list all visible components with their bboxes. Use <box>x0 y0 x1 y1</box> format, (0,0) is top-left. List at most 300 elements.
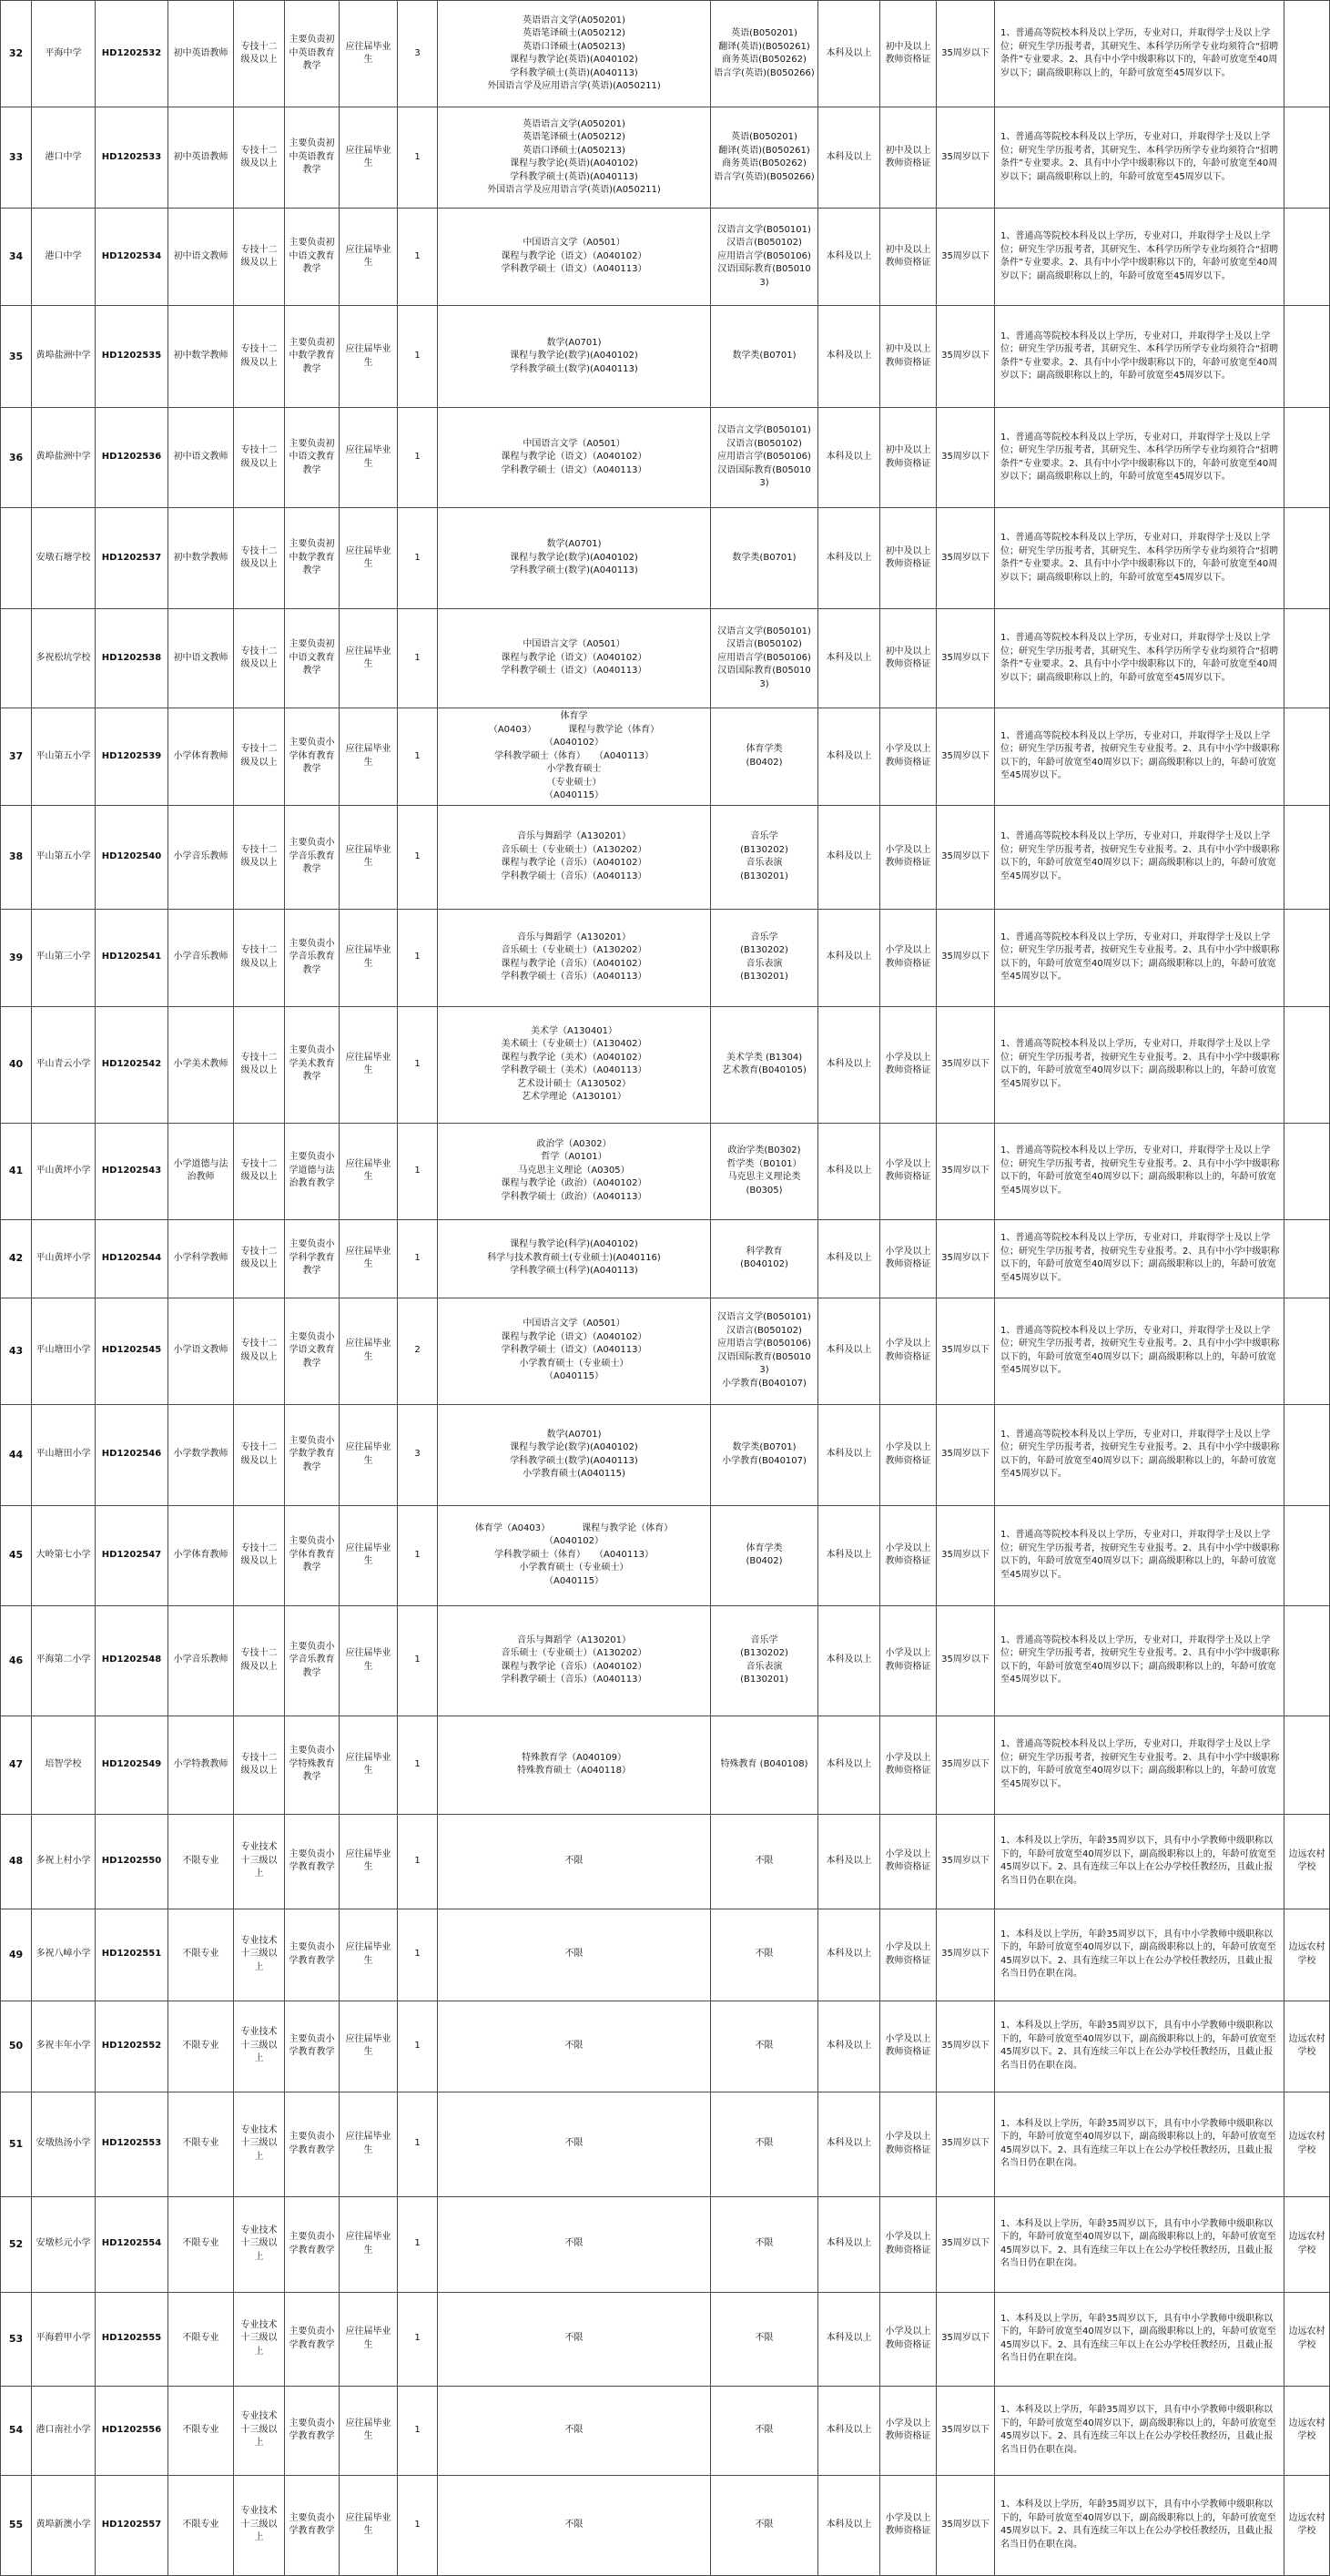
table-row <box>1 1219 1330 1298</box>
school-name-cell: 多祝丰年小学 <box>32 2001 96 2092</box>
education-level-cell: 本科及以上 <box>818 1505 880 1605</box>
post-duty-cell: 主要负责小学音乐教育教学 <box>285 805 340 909</box>
post-grade-cell: 专技十二级及以上 <box>234 107 285 209</box>
post-grade-cell: 专技十二级及以上 <box>234 1123 285 1219</box>
target-group-cell: 应往届毕业生 <box>340 2386 398 2475</box>
hire-count-cell: 1 <box>398 408 438 508</box>
target-group-cell: 应往届毕业生 <box>340 909 398 1006</box>
remark-cell: 边远农村学校 <box>1284 2001 1330 2092</box>
other-requirements-cell: 1、本科及以上学历，年龄35周岁以下，具有中小学教师中级职称以下的，年龄可放宽至40周岁以下，副高级职称以上的，年龄可放宽至45周岁以下。2、具有连续三年以上在公办学校任教经历，且截止报名当日仍在职在岗。 <box>995 2475 1284 2575</box>
other-requirements-cell: 1、本科及以上学历，年龄35周岁以下，具有中小学教师中级职称以下的，年龄可放宽至40周岁以下，副高级职称以上的，年龄可放宽至45周岁以下。2、具有连续三年以上在公办学校任教经历，且截止报名当日仍在职在岗。 <box>995 2292 1284 2386</box>
hire-count-cell: 3 <box>398 1404 438 1505</box>
post-duty-cell: 主要负责小学特殊教育教学 <box>285 1716 340 1814</box>
row-number-cell: 37 <box>1 708 32 806</box>
row-number-cell: 35 <box>1 306 32 408</box>
post-name-cell: 小学音乐教师 <box>168 805 234 909</box>
undergraduate-major-cell: 汉语言文学(B050101) 汉语言(B050102) 应用语言学(B050106) 汉语国际教育(B050103) <box>711 408 818 508</box>
education-level-cell: 本科及以上 <box>818 2092 880 2196</box>
hire-count-cell: 1 <box>398 1505 438 1605</box>
graduate-major-cell: 英语语言文学(A050201) 英语笔译硕士(A050212) 英语口译硕士(A050213) 课程与教学论(英语)(A040102) 学科教学硕士(英语)(A040113) 外国语言学及应用语言学(英语)(A050211) <box>438 107 711 209</box>
school-name-cell: 安墩热汤小学 <box>32 2092 96 2196</box>
undergraduate-major-cell: 不限 <box>711 2292 818 2386</box>
remark-cell <box>1284 1716 1330 1814</box>
graduate-major-cell: 中国语言文学（A0501） 课程与教学论（语文）（A040102） 学科教学硕士（语文）（A040113） 小学教育硕士（专业硕士） （A040115） <box>438 1298 711 1404</box>
graduate-major-cell: 数学(A0701) 课程与教学论(数学)(A040102) 学科教学硕士(数学)(A040113) <box>438 508 711 609</box>
other-requirements-cell: 1、普通高等院校本科及以上学历，专业对口，并取得学士及以上学位；研究生学历报考者，按研究生专业报考。2、具有中小学中级职称以下的，年龄可放宽至40周岁以下；副高级职称以上的，年龄可放宽至45周岁以下。 <box>995 1123 1284 1219</box>
education-level-cell: 本科及以上 <box>818 2475 880 2575</box>
post-name-cell: 初中英语教师 <box>168 1 234 107</box>
education-level-cell: 本科及以上 <box>818 1298 880 1404</box>
undergraduate-major-cell: 特殊教育 (B040108) <box>711 1716 818 1814</box>
post-duty-cell: 主要负责初中数学教育教学 <box>285 508 340 609</box>
post-name-cell: 不限专业 <box>168 1909 234 2001</box>
remark-cell <box>1284 708 1330 806</box>
school-name-cell: 港口中学 <box>32 107 96 209</box>
row-number-cell: 43 <box>1 1298 32 1404</box>
post-duty-cell: 主要负责初中英语教育教学 <box>285 107 340 209</box>
table-row <box>1 2386 1330 2475</box>
undergraduate-major-cell: 英语(B050201) 翻译(英语)(B050261) 商务英语(B050262) 语言学(英语)(B050266) <box>711 107 818 209</box>
age-limit-cell: 35周岁以下 <box>937 1909 995 2001</box>
age-limit-cell: 35周岁以下 <box>937 1219 995 1298</box>
hire-count-cell: 1 <box>398 2196 438 2292</box>
row-number-cell <box>1 508 32 609</box>
post-grade-cell: 专技十二级及以上 <box>234 209 285 306</box>
teacher-certificate-cell: 小学及以上教师资格证 <box>880 2292 937 2386</box>
school-name-cell: 安墩石塘学校 <box>32 508 96 609</box>
post-name-cell: 初中英语教师 <box>168 107 234 209</box>
table-row <box>1 2292 1330 2386</box>
table-body <box>1 1 1330 2576</box>
remark-cell <box>1284 805 1330 909</box>
post-grade-cell: 专技十二级及以上 <box>234 1 285 107</box>
hire-count-cell: 2 <box>398 1298 438 1404</box>
target-group-cell: 应往届毕业生 <box>340 1298 398 1404</box>
age-limit-cell: 35周岁以下 <box>937 408 995 508</box>
graduate-major-cell: 英语语言文学(A050201) 英语笔译硕士(A050212) 英语口译硕士(A050213) 课程与教学论(英语)(A040102) 学科教学硕士(英语)(A040113) 外国语言学及应用语言学(英语)(A050211) <box>438 1 711 107</box>
school-name-cell: 平山塘田小学 <box>32 1298 96 1404</box>
teacher-certificate-cell: 小学及以上教师资格证 <box>880 1814 937 1909</box>
row-number-cell: 49 <box>1 1909 32 2001</box>
school-name-cell: 黄埠新澳小学 <box>32 2475 96 2575</box>
school-name-cell: 多祝松坑学校 <box>32 609 96 708</box>
post-grade-cell: 专技十二级及以上 <box>234 609 285 708</box>
other-requirements-cell: 1、普通高等院校本科及以上学历，专业对口，并取得学士及以上学位；研究生学历报考者，其研究生、本科学历所学专业均须符合“招聘条件”专业要求。2、具有中小学中级职称以下的，年龄可放宽至40周岁以下；副高级职称以上的，年龄可放宽至45周岁以下。 <box>995 408 1284 508</box>
post-duty-cell: 主要负责小学道德与法治教育教学 <box>285 1123 340 1219</box>
target-group-cell: 应往届毕业生 <box>340 805 398 909</box>
teacher-certificate-cell: 小学及以上教师资格证 <box>880 805 937 909</box>
undergraduate-major-cell: 科学教育 (B040102) <box>711 1219 818 1298</box>
post-duty-cell: 主要负责小学科学教育教学 <box>285 1219 340 1298</box>
other-requirements-cell: 1、本科及以上学历，年龄35周岁以下，具有中小学教师中级职称以下的，年龄可放宽至40周岁以下，副高级职称以上的，年龄可放宽至45周岁以下。2、具有连续三年以上在公办学校任教经历，且截止报名当日仍在职在岗。 <box>995 2001 1284 2092</box>
remark-cell: 边远农村学校 <box>1284 1909 1330 2001</box>
post-grade-cell: 专技十二级及以上 <box>234 1404 285 1505</box>
hire-count-cell: 1 <box>398 609 438 708</box>
row-number-cell: 47 <box>1 1716 32 1814</box>
target-group-cell: 应往届毕业生 <box>340 1716 398 1814</box>
age-limit-cell: 35周岁以下 <box>937 1404 995 1505</box>
post-code-cell: HD1202532 <box>96 1 168 107</box>
graduate-major-cell: 不限 <box>438 2292 711 2386</box>
post-code-cell: HD1202548 <box>96 1605 168 1716</box>
post-duty-cell: 主要负责小学音乐教育教学 <box>285 1605 340 1716</box>
hire-count-cell: 1 <box>398 1006 438 1123</box>
post-name-cell: 小学科学教师 <box>168 1219 234 1298</box>
undergraduate-major-cell: 数学类(B0701) <box>711 508 818 609</box>
target-group-cell: 应往届毕业生 <box>340 2292 398 2386</box>
school-name-cell: 黄埠盐洲中学 <box>32 306 96 408</box>
table-row <box>1 1298 1330 1404</box>
graduate-major-cell: 音乐与舞蹈学（A130201） 音乐硕士（专业硕士）（A130202） 课程与教学论（音乐）（A040102） 学科教学硕士（音乐）（A040113） <box>438 805 711 909</box>
post-name-cell: 小学数学教师 <box>168 1404 234 1505</box>
hire-count-cell: 1 <box>398 708 438 806</box>
post-duty-cell: 主要负责小学美术教育教学 <box>285 1006 340 1123</box>
age-limit-cell: 35周岁以下 <box>937 2386 995 2475</box>
school-name-cell: 黄埠盐洲中学 <box>32 408 96 508</box>
row-number-cell: 36 <box>1 408 32 508</box>
education-level-cell: 本科及以上 <box>818 306 880 408</box>
remark-cell: 边远农村学校 <box>1284 2386 1330 2475</box>
target-group-cell: 应往届毕业生 <box>340 1006 398 1123</box>
remark-cell: 边远农村学校 <box>1284 2475 1330 2575</box>
row-number-cell: 51 <box>1 2092 32 2196</box>
post-name-cell: 不限专业 <box>168 2292 234 2386</box>
age-limit-cell: 35周岁以下 <box>937 1006 995 1123</box>
other-requirements-cell: 1、普通高等院校本科及以上学历，专业对口，并取得学士及以上学位；研究生学历报考者，按研究生专业报考。2、具有中小学中级职称以下的，年龄可放宽至40周岁以下；副高级职称以上的，年龄可放宽至45周岁以下。 <box>995 1716 1284 1814</box>
post-grade-cell: 专技十二级及以上 <box>234 1298 285 1404</box>
table-row <box>1 306 1330 408</box>
education-level-cell: 本科及以上 <box>818 1006 880 1123</box>
graduate-major-cell: 数学(A0701) 课程与教学论(数学)(A040102) 学科教学硕士(数学)(A040113) <box>438 306 711 408</box>
education-level-cell: 本科及以上 <box>818 609 880 708</box>
hire-count-cell: 1 <box>398 1909 438 2001</box>
target-group-cell: 应往届毕业生 <box>340 107 398 209</box>
education-level-cell: 本科及以上 <box>818 1219 880 1298</box>
post-grade-cell: 专技十二级及以上 <box>234 508 285 609</box>
undergraduate-major-cell: 音乐学 (B130202) 音乐表演 (B130201) <box>711 1605 818 1716</box>
post-duty-cell: 主要负责小学音乐教育教学 <box>285 909 340 1006</box>
graduate-major-cell: 不限 <box>438 1909 711 2001</box>
graduate-major-cell: 体育学 （A0403） 课程与教学论（体育） （A040102） 学科教学硕士（体育） （A040113） 小学教育硕士 （专业硕士） （A040115） <box>438 708 711 806</box>
education-level-cell: 本科及以上 <box>818 2001 880 2092</box>
other-requirements-cell: 1、普通高等院校本科及以上学历，专业对口，并取得学士及以上学位；研究生学历报考者，按研究生专业报考。2、具有中小学中级职称以下的，年龄可放宽至40周岁以下；副高级职称以上的，年龄可放宽至45周岁以下。 <box>995 708 1284 806</box>
row-number-cell: 32 <box>1 1 32 107</box>
school-name-cell: 大岭第七小学 <box>32 1505 96 1605</box>
undergraduate-major-cell: 音乐学 (B130202) 音乐表演 (B130201) <box>711 909 818 1006</box>
other-requirements-cell: 1、普通高等院校本科及以上学历，专业对口，并取得学士及以上学位；研究生学历报考者，按研究生专业报考。2、具有中小学中级职称以下的，年龄可放宽至40周岁以下；副高级职称以上的，年龄可放宽至45周岁以下。 <box>995 1298 1284 1404</box>
school-name-cell: 多祝八嶂小学 <box>32 1909 96 2001</box>
post-name-cell: 初中数学教师 <box>168 306 234 408</box>
row-number-cell: 38 <box>1 805 32 909</box>
row-number-cell: 54 <box>1 2386 32 2475</box>
post-code-cell: HD1202534 <box>96 209 168 306</box>
school-name-cell: 多祝上村小学 <box>32 1814 96 1909</box>
post-name-cell: 小学音乐教师 <box>168 1605 234 1716</box>
remark-cell <box>1284 1298 1330 1404</box>
undergraduate-major-cell: 不限 <box>711 1909 818 2001</box>
hire-count-cell: 1 <box>398 1814 438 1909</box>
post-code-cell: HD1202542 <box>96 1006 168 1123</box>
school-name-cell: 平山第五小学 <box>32 805 96 909</box>
education-level-cell: 本科及以上 <box>818 1 880 107</box>
row-number-cell: 34 <box>1 209 32 306</box>
undergraduate-major-cell: 不限 <box>711 2386 818 2475</box>
school-name-cell: 平山第三小学 <box>32 909 96 1006</box>
age-limit-cell: 35周岁以下 <box>937 2292 995 2386</box>
teacher-certificate-cell: 小学及以上教师资格证 <box>880 1006 937 1123</box>
remark-cell <box>1284 1605 1330 1716</box>
target-group-cell: 应往届毕业生 <box>340 408 398 508</box>
undergraduate-major-cell: 政治学类(B0302) 哲学类（B0101） 马克思主义理论类 (B0305) <box>711 1123 818 1219</box>
remark-cell <box>1284 408 1330 508</box>
hire-count-cell: 1 <box>398 2001 438 2092</box>
table-row <box>1 1006 1330 1123</box>
hire-count-cell: 1 <box>398 2386 438 2475</box>
table-row <box>1 1404 1330 1505</box>
education-level-cell: 本科及以上 <box>818 1909 880 2001</box>
teacher-certificate-cell: 小学及以上教师资格证 <box>880 2001 937 2092</box>
post-grade-cell: 专业技术十三级以上 <box>234 1909 285 2001</box>
row-number-cell: 53 <box>1 2292 32 2386</box>
post-name-cell: 初中数学教师 <box>168 508 234 609</box>
school-name-cell: 港口中学 <box>32 209 96 306</box>
post-duty-cell: 主要负责初中语文教育教学 <box>285 609 340 708</box>
post-code-cell: HD1202545 <box>96 1298 168 1404</box>
other-requirements-cell: 1、本科及以上学历，年龄35周岁以下，具有中小学教师中级职称以下的，年龄可放宽至40周岁以下，副高级职称以上的，年龄可放宽至45周岁以下。2、具有连续三年以上在公办学校任教经历，且截止报名当日仍在职在岗。 <box>995 2386 1284 2475</box>
post-code-cell: HD1202543 <box>96 1123 168 1219</box>
hire-count-cell: 3 <box>398 1 438 107</box>
post-name-cell: 初中语文教师 <box>168 209 234 306</box>
school-name-cell: 平山塘田小学 <box>32 1404 96 1505</box>
table-row <box>1 2092 1330 2196</box>
post-code-cell: HD1202546 <box>96 1404 168 1505</box>
row-number-cell: 44 <box>1 1404 32 1505</box>
post-duty-cell: 主要负责小学体育教育教学 <box>285 708 340 806</box>
other-requirements-cell: 1、普通高等院校本科及以上学历，专业对口，并取得学士及以上学位；研究生学历报考者，其研究生、本科学历所学专业均须符合“招聘条件”专业要求。2、具有中小学中级职称以下的，年龄可放宽至40周岁以下；副高级职称以上的，年龄可放宽至45周岁以下。 <box>995 508 1284 609</box>
table-row <box>1 1505 1330 1605</box>
target-group-cell: 应往届毕业生 <box>340 1909 398 2001</box>
undergraduate-major-cell: 数学类(B0701) <box>711 306 818 408</box>
age-limit-cell: 35周岁以下 <box>937 1814 995 1909</box>
post-grade-cell: 专业技术十三级以上 <box>234 2196 285 2292</box>
hire-count-cell: 1 <box>398 508 438 609</box>
education-level-cell: 本科及以上 <box>818 1814 880 1909</box>
remark-cell <box>1284 1404 1330 1505</box>
undergraduate-major-cell: 数学类(B0701) 小学教育(B040107) <box>711 1404 818 1505</box>
post-duty-cell: 主要负责小学教育教学 <box>285 2001 340 2092</box>
post-grade-cell: 专技十二级及以上 <box>234 408 285 508</box>
other-requirements-cell: 1、本科及以上学历，年龄35周岁以下，具有中小学教师中级职称以下的，年龄可放宽至40周岁以下，副高级职称以上的，年龄可放宽至45周岁以下。2、具有连续三年以上在公办学校任教经历，且截止报名当日仍在职在岗。 <box>995 1814 1284 1909</box>
age-limit-cell: 35周岁以下 <box>937 2092 995 2196</box>
hire-count-cell: 1 <box>398 2475 438 2575</box>
row-number-cell: 41 <box>1 1123 32 1219</box>
table-row <box>1 805 1330 909</box>
teacher-certificate-cell: 初中及以上教师资格证 <box>880 609 937 708</box>
school-name-cell: 培智学校 <box>32 1716 96 1814</box>
teacher-certificate-cell: 小学及以上教师资格证 <box>880 1219 937 1298</box>
hire-count-cell: 1 <box>398 107 438 209</box>
other-requirements-cell: 1、本科及以上学历，年龄35周岁以下，具有中小学教师中级职称以下的，年龄可放宽至40周岁以下，副高级职称以上的，年龄可放宽至45周岁以下。2、具有连续三年以上在公办学校任教经历，且截止报名当日仍在职在岗。 <box>995 1909 1284 2001</box>
post-duty-cell: 主要负责小学教育教学 <box>285 2386 340 2475</box>
table-row <box>1 909 1330 1006</box>
remark-cell: 边远农村学校 <box>1284 2292 1330 2386</box>
hire-count-cell: 1 <box>398 1219 438 1298</box>
hire-count-cell: 1 <box>398 209 438 306</box>
post-grade-cell: 专业技术十三级以上 <box>234 2001 285 2092</box>
post-grade-cell: 专技十二级及以上 <box>234 1219 285 1298</box>
post-code-cell: HD1202533 <box>96 107 168 209</box>
target-group-cell: 应往届毕业生 <box>340 2196 398 2292</box>
graduate-major-cell: 不限 <box>438 2475 711 2575</box>
undergraduate-major-cell: 不限 <box>711 1814 818 1909</box>
undergraduate-major-cell: 体育学类 (B0402) <box>711 708 818 806</box>
hire-count-cell: 1 <box>398 2092 438 2196</box>
age-limit-cell: 35周岁以下 <box>937 805 995 909</box>
post-code-cell: HD1202553 <box>96 2092 168 2196</box>
row-number-cell: 40 <box>1 1006 32 1123</box>
graduate-major-cell: 不限 <box>438 2001 711 2092</box>
hire-count-cell: 1 <box>398 2292 438 2386</box>
school-name-cell: 港口南社小学 <box>32 2386 96 2475</box>
table-row <box>1 1716 1330 1814</box>
table-row <box>1 1 1330 107</box>
undergraduate-major-cell: 体育学类 (B0402) <box>711 1505 818 1605</box>
graduate-major-cell: 不限 <box>438 2196 711 2292</box>
post-code-cell: HD1202537 <box>96 508 168 609</box>
post-duty-cell: 主要负责小学语文教育教学 <box>285 1298 340 1404</box>
post-duty-cell: 主要负责小学教育教学 <box>285 2292 340 2386</box>
education-level-cell: 本科及以上 <box>818 909 880 1006</box>
graduate-major-cell: 政治学（A0302） 哲学（A0101） 马克思主义理论（A0305） 课程与教学论（政治）（A040102） 学科教学硕士（政治）（A040113） <box>438 1123 711 1219</box>
post-grade-cell: 专技十二级及以上 <box>234 805 285 909</box>
target-group-cell: 应往届毕业生 <box>340 1 398 107</box>
age-limit-cell: 35周岁以下 <box>937 209 995 306</box>
post-code-cell: HD1202536 <box>96 408 168 508</box>
teacher-certificate-cell: 小学及以上教师资格证 <box>880 1404 937 1505</box>
table-row <box>1 2475 1330 2575</box>
table-row <box>1 1909 1330 2001</box>
post-name-cell: 小学音乐教师 <box>168 909 234 1006</box>
teacher-certificate-cell: 小学及以上教师资格证 <box>880 2386 937 2475</box>
other-requirements-cell: 1、本科及以上学历，年龄35周岁以下，具有中小学教师中级职称以下的，年龄可放宽至40周岁以下，副高级职称以上的，年龄可放宽至45周岁以下。2、具有连续三年以上在公办学校任教经历，且截止报名当日仍在职在岗。 <box>995 2196 1284 2292</box>
undergraduate-major-cell: 不限 <box>711 2092 818 2196</box>
post-name-cell: 不限专业 <box>168 2092 234 2196</box>
post-duty-cell: 主要负责小学教育教学 <box>285 2196 340 2292</box>
post-code-cell: HD1202547 <box>96 1505 168 1605</box>
remark-cell <box>1284 909 1330 1006</box>
undergraduate-major-cell: 汉语言文学(B050101) 汉语言(B050102) 应用语言学(B050106) 汉语国际教育(B050103) <box>711 609 818 708</box>
other-requirements-cell: 1、普通高等院校本科及以上学历，专业对口，并取得学士及以上学位；研究生学历报考者，按研究生专业报考。2、具有中小学中级职称以下的，年龄可放宽至40周岁以下；副高级职称以上的，年龄可放宽至45周岁以下。 <box>995 1505 1284 1605</box>
hire-count-cell: 1 <box>398 1605 438 1716</box>
teacher-certificate-cell: 小学及以上教师资格证 <box>880 1716 937 1814</box>
graduate-major-cell: 不限 <box>438 2092 711 2196</box>
remark-cell <box>1284 209 1330 306</box>
education-level-cell: 本科及以上 <box>818 1716 880 1814</box>
undergraduate-major-cell: 不限 <box>711 2196 818 2292</box>
hire-count-cell: 1 <box>398 909 438 1006</box>
post-code-cell: HD1202551 <box>96 1909 168 2001</box>
post-duty-cell: 主要负责小学教育教学 <box>285 1909 340 2001</box>
education-level-cell: 本科及以上 <box>818 508 880 609</box>
graduate-major-cell: 课程与教学论(科学)(A040102) 科学与技术教育硕士(专业硕士)(A040116) 学科教学硕士(科学)(A040113) <box>438 1219 711 1298</box>
age-limit-cell: 35周岁以下 <box>937 2001 995 2092</box>
remark-cell <box>1284 1505 1330 1605</box>
school-name-cell: 安墩杉元小学 <box>32 2196 96 2292</box>
remark-cell <box>1284 609 1330 708</box>
row-number-cell: 55 <box>1 2475 32 2575</box>
post-duty-cell: 主要负责小学教育教学 <box>285 2475 340 2575</box>
remark-cell <box>1284 306 1330 408</box>
table-row <box>1 209 1330 306</box>
teacher-certificate-cell: 小学及以上教师资格证 <box>880 1909 937 2001</box>
age-limit-cell: 35周岁以下 <box>937 708 995 806</box>
teacher-certificate-cell: 小学及以上教师资格证 <box>880 909 937 1006</box>
other-requirements-cell: 1、本科及以上学历，年龄35周岁以下，具有中小学教师中级职称以下的，年龄可放宽至40周岁以下，副高级职称以上的，年龄可放宽至45周岁以下。2、具有连续三年以上在公办学校任教经历，且截止报名当日仍在职在岗。 <box>995 2092 1284 2196</box>
row-number-cell: 42 <box>1 1219 32 1298</box>
undergraduate-major-cell: 不限 <box>711 2001 818 2092</box>
post-name-cell: 不限专业 <box>168 1814 234 1909</box>
other-requirements-cell: 1、普通高等院校本科及以上学历，专业对口，并取得学士及以上学位；研究生学历报考者，按研究生专业报考。2、具有中小学中级职称以下的，年龄可放宽至40周岁以下；副高级职称以上的，年龄可放宽至45周岁以下。 <box>995 1605 1284 1716</box>
row-number-cell: 52 <box>1 2196 32 2292</box>
undergraduate-major-cell: 汉语言文学(B050101) 汉语言(B050102) 应用语言学(B050106) 汉语国际教育(B050103) <box>711 209 818 306</box>
post-duty-cell: 主要负责小学教育教学 <box>285 2092 340 2196</box>
post-name-cell: 不限专业 <box>168 2001 234 2092</box>
teacher-certificate-cell: 初中及以上教师资格证 <box>880 209 937 306</box>
remark-cell <box>1284 1123 1330 1219</box>
remark-cell: 边远农村学校 <box>1284 2092 1330 2196</box>
remark-cell <box>1284 1 1330 107</box>
school-name-cell: 平海中学 <box>32 1 96 107</box>
table-row <box>1 2196 1330 2292</box>
post-duty-cell: 主要负责小学体育教育教学 <box>285 1505 340 1605</box>
age-limit-cell: 35周岁以下 <box>937 508 995 609</box>
row-number-cell: 45 <box>1 1505 32 1605</box>
hire-count-cell: 1 <box>398 1716 438 1814</box>
remark-cell <box>1284 107 1330 209</box>
graduate-major-cell: 特殊教育学（A040109） 特殊教育硕士（A040118） <box>438 1716 711 1814</box>
post-code-cell: HD1202549 <box>96 1716 168 1814</box>
education-level-cell: 本科及以上 <box>818 805 880 909</box>
row-number-cell: 50 <box>1 2001 32 2092</box>
post-code-cell: HD1202550 <box>96 1814 168 1909</box>
post-grade-cell: 专技十二级及以上 <box>234 1716 285 1814</box>
post-code-cell: HD1202557 <box>96 2475 168 2575</box>
graduate-major-cell: 中国语言文学（A0501） 课程与教学论（语文）（A040102） 学科教学硕士（语文）（A040113） <box>438 609 711 708</box>
remark-cell <box>1284 1219 1330 1298</box>
school-name-cell: 平山黄坪小学 <box>32 1123 96 1219</box>
hire-count-cell: 1 <box>398 1123 438 1219</box>
post-name-cell: 不限专业 <box>168 2475 234 2575</box>
teacher-certificate-cell: 初中及以上教师资格证 <box>880 107 937 209</box>
teacher-certificate-cell: 小学及以上教师资格证 <box>880 2196 937 2292</box>
table-row <box>1 408 1330 508</box>
education-level-cell: 本科及以上 <box>818 408 880 508</box>
table-row <box>1 1605 1330 1716</box>
teacher-certificate-cell: 初中及以上教师资格证 <box>880 408 937 508</box>
remark-cell: 边远农村学校 <box>1284 1814 1330 1909</box>
target-group-cell: 应往届毕业生 <box>340 1505 398 1605</box>
post-grade-cell: 专技十二级及以上 <box>234 1006 285 1123</box>
post-duty-cell: 主要负责初中数学教育教学 <box>285 306 340 408</box>
remark-cell <box>1284 508 1330 609</box>
graduate-major-cell: 中国语言文学（A0501） 课程与教学论（语文）（A040102） 学科教学硕士（语文）（A040113） <box>438 209 711 306</box>
undergraduate-major-cell: 美术学类 (B1304) 艺术教育(B040105) <box>711 1006 818 1123</box>
post-code-cell: HD1202538 <box>96 609 168 708</box>
teacher-certificate-cell: 初中及以上教师资格证 <box>880 508 937 609</box>
post-grade-cell: 专业技术十三级以上 <box>234 2386 285 2475</box>
graduate-major-cell: 音乐与舞蹈学（A130201） 音乐硕士（专业硕士）（A130202） 课程与教学论（音乐）（A040102） 学科教学硕士（音乐）（A040113） <box>438 1605 711 1716</box>
hire-count-cell: 1 <box>398 306 438 408</box>
